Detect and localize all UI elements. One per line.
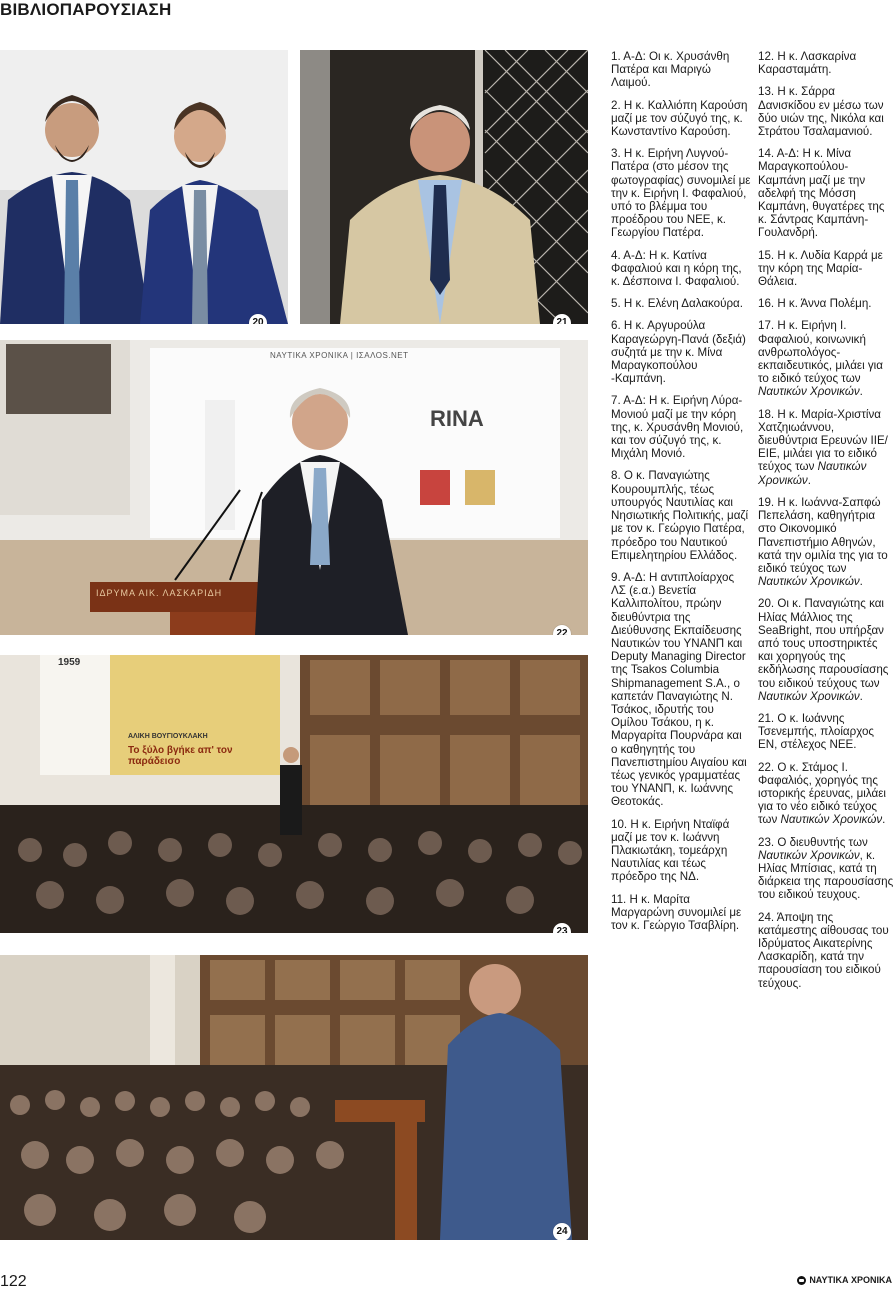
sponsor-logo: RINA — [430, 406, 484, 431]
photo-number: 22 — [553, 625, 571, 635]
photo-24-image — [0, 955, 588, 1240]
magazine-name: ΝΑΥΤΙΚΑ ΧΡΟΝΙΚΑ — [809, 1275, 892, 1285]
caption-10: 10. Η κ. Ειρήνη Νταϊφά μαζί με τον κ. Ιωάννη Πλακιωτάκη, τομεάρχη Ναυτιλίας και τέως πρόεδρο της ΝΔ. — [611, 817, 730, 884]
caption-1: 1. Α-Δ: Οι κ. Χρυσάνθη Πατέρα και Μαριγώ Λαιμού. — [611, 50, 730, 90]
caption-14: 14. Α-Δ: Η κ. Μίνα Μαραγκοπούλου-Καμπάνη μαζί με την αδελφή της Μόσση Καμπάνη, θυγατέρες της κ. Σάντρας Καμπάνη-Γουλανδρή. — [758, 147, 885, 240]
caption-23: 23. Ο διευθυντής των Ναυτικών Χρονικών, κ. Ηλίας Μπίσιας, κατά τη διάρκεια της παρουσίασης του ειδικού τευχους. — [758, 835, 894, 902]
magazine-footer — [797, 1275, 892, 1285]
caption-17: 17. Η κ. Ειρήνη Ι. Φαφαλιού, κοινωνική ανθρωπολόγος-εκπαιδευτικός, μιλάει για το ειδικό τεύχος των Ναυτικών Χρονικών. — [758, 319, 883, 399]
page-number: 122 — [0, 1273, 27, 1290]
photo-number: 23 — [553, 923, 571, 933]
caption-18: 18. Η κ. Μαρία-Χριστίνα Χατζηιωάννου, διευθύντρια Ερευνών ΙΙΕ/ΕΙΕ, μιλάει για το ειδικό τεύχος των Ναυτικών Χρονικών. — [758, 407, 888, 487]
photo-20 — [0, 50, 288, 324]
caption-19: 19. Η κ. Ιωάννα-Σαπφώ Πεπελάση, καθηγήτρια στο Οικονομικό Πανεπιστήμιο Αθηνών, κατά την ομιλία της για το ειδικό τεύχος των Ναυτικών Χρονικών. — [758, 495, 888, 589]
screen-name: ΑΛΙΚΗ ΒΟΥΓΙΟΥΚΛΑΚΗ — [128, 733, 208, 740]
caption-15: 15. Η κ. Λυδία Καρρά με την κόρη της Μαρία-Θάλεια. — [758, 248, 883, 289]
lectern-sign: ΙΔΡΥΜΑ ΑΙΚ. ΛΑΣΚΑΡΙΔΗ — [96, 588, 223, 598]
caption-5: 5. Η κ. Ελένη Δαλακούρα. — [611, 297, 743, 311]
screen-movie-title: Το ξύλο βγήκε απ' τον παράδεισο — [128, 745, 233, 767]
caption-13: 13. Η κ. Σάρρα Δανισκίδου εν μέσω των δύο υιών της, Νικόλα και Στράτου Τσαλαμανιού. — [758, 85, 884, 139]
photo-20-image — [0, 50, 288, 324]
caption-3: 3. Η κ. Ειρήνη Λυγνού-Πατέρα (στο μέσον της φωτογραφίας) συνομιλεί με την κ. Ειρήνη Ι. Φαφαλιού, υπό το βλέμμα του προέδρου του ΝΕΕ, κ. Γεωργίου Πατέρα. — [611, 147, 751, 240]
screen-banner: ΝΑΥΤΙΚΑ ΧΡΟΝΙΚΑ | ΙΣΑΛΟS.NET — [270, 351, 409, 360]
photo-22 — [0, 340, 588, 635]
caption-24: 24. Άποψη της κατάμεστης αίθουσας του Ιδρύματος Αικατερίνης Λασκαρίδη, κατά την παρουσίαση του ειδικού τεύχους. — [758, 910, 889, 990]
caption-11: 11. Η κ. Μαρίτα Μαργαρώνη συνομιλεί με τον κ. Γεώργιο Τσαβλίρη. — [611, 892, 742, 932]
caption-9: 9. Α-Δ: Η αντιπλοίαρχος ΛΣ (ε.α.) Βενετία Καλλιπολίτου, πρώην διευθύντρια της Διεύθυνσης Εκπαίδευσης Ναυτικών του ΥΝΑΝΠ και Deputy Managing Director της Tsakos Columbia Shipmanagement S.A., ο καπετάν Παναγιώτης Ν. Τσάκος, ιδρυτής του Ομίλου Τσάκου, η κ. Μαργαρίτα Πουρνάρα και ο καθηγητής του Πανεπιστημίου Αιγαίου και τέως γενικός γραμματέας του ΥΝΑΝΠ, κ. Ιωάννης Θεοτοκάς. — [611, 570, 747, 809]
photo-23-image — [0, 655, 588, 933]
caption-20: 20. Οι κ. Παναγιώτης και Ηλίας Μάλλιος της SeaBright, που υπήρξαν από τους υποστηρικτές και χορηγούς της εκδήλωσης παρουσίασης του ειδικού τεύχους των Ναυτικών Χρονικών. — [758, 597, 889, 703]
photo-number: 24 — [553, 1223, 571, 1240]
photo-number: 20 — [249, 314, 267, 324]
photo-23 — [0, 655, 588, 933]
screen-year: 1959 — [58, 657, 81, 668]
caption-4: 4. Α-Δ: Η κ. Κατίνα Φαφαλιού και η κόρη της, κ. Δέσποινα Ι. Φαφαλιού. — [611, 248, 742, 289]
ship-logo-icon — [797, 1276, 806, 1285]
caption-22: 22. Ο κ. Στάμος Ι. Φαφαλιός, χορηγός της ιστορικής έρευνας, μιλάει για το νέο ειδικό τεύχος των Ναυτικών Χρονικών. — [758, 760, 886, 827]
photo-number: 21 — [553, 314, 571, 324]
photo-22-image — [0, 340, 588, 635]
captions-column-1 — [611, 50, 751, 941]
caption-2: 2. Η κ. Καλλιόπη Καρούση μαζί με τον σύζυγό της, κ. Κωνσταντίνο Καρούση. — [611, 98, 748, 139]
caption-6: 6. Η κ. Αργυρούλα Καραγεώργη-Πανά (δεξιά) συζητά με την κ. Μίνα Μαραγκοπούλου -Καμπάνη. — [611, 319, 746, 386]
caption-12: 12. Η κ. Λασκαρίνα Καρασταμάτη. — [758, 50, 857, 77]
section-title: ΒΙΒΛΙΟΠΑΡΟΥΣΙΑΣΗ — [0, 0, 172, 19]
caption-7: 7. Α-Δ: Η κ. Ειρήνη Λύρα-Μονιού μαζί με την κόρη της, κ. Χρυσάνθη Μονιού, και τον σύζυγό της, κ. Μιχάλη Μονιό. — [611, 394, 744, 461]
photo-21-image — [300, 50, 588, 324]
caption-21: 21. Ο κ. Ιωάννης Τσενεμπής, πλοίαρχος ΕΝ, στέλεχος ΝΕΕ. — [758, 711, 875, 752]
caption-8: 8. Ο κ. Παναγιώτης Κουρουμπλής, τέως υπουργός Ναυτιλίας και Νησιωτικής Πολιτικής, μαζί με τον κ. Γεώργιο Πατέρα, πρόεδρο του Ναυτικού Επιμελητηρίου Ελλάδος. — [611, 469, 749, 562]
photo-21 — [300, 50, 588, 324]
photo-24 — [0, 955, 588, 1240]
caption-16: 16. Η κ. Άννα Πολέμη. — [758, 297, 872, 311]
captions-column-2 — [758, 50, 894, 999]
